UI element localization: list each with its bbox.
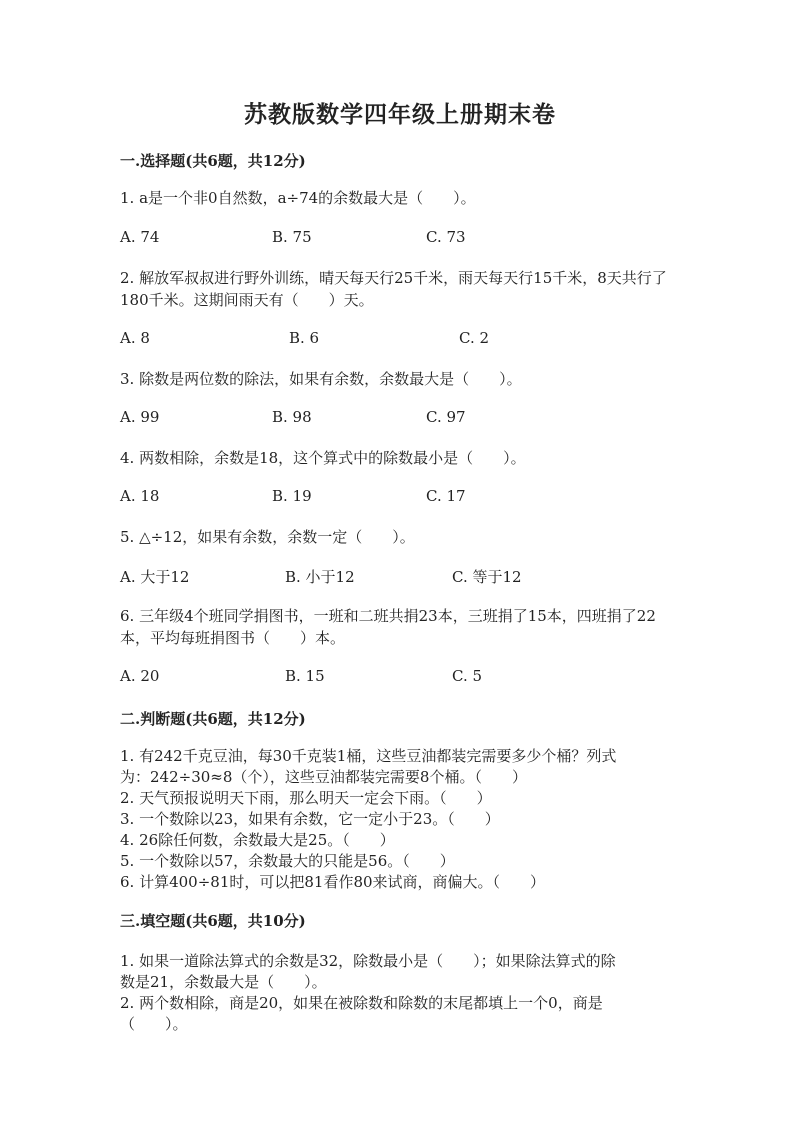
q1-option-b: B. 75: [272, 228, 312, 246]
section-heading-judge: 二.判断题(共6题，共12分): [120, 710, 306, 728]
question-6: 6. 三年级4个班同学捐图书，一班和二班共捐23本，三班捐了15本，四班捐了22本，平均每班捐图书（ ）本。: [120, 607, 656, 647]
section-heading-fill: 三.填空题(共6题，共10分): [120, 912, 306, 930]
judge-line-2: 为：242÷30≈8（个），这些豆油都装完需要8个桶。（ ）: [120, 768, 527, 786]
q5-option-b: B. 小于12: [285, 568, 355, 586]
question-2: 2. 解放军叔叔进行野外训练，晴天每天行25千米，雨天每天行15千米，8天共行了180千米。这期间雨天有（ ）天。: [120, 269, 667, 309]
q3-option-a: A. 99: [120, 408, 160, 426]
q4-option-b: B. 19: [272, 487, 312, 505]
q2-option-b: B. 6: [289, 329, 320, 347]
fill-line-1: 1. 如果一道除法算式的余数是32，除数最小是（ ）；如果除法算式的除: [120, 952, 616, 970]
q4-option-c: C. 17: [426, 487, 466, 505]
q2-option-c: C. 2: [459, 329, 490, 347]
q6-option-b: B. 15: [285, 667, 325, 685]
q4-option-a: A. 18: [120, 487, 160, 505]
q2-option-a: A. 8: [120, 329, 150, 347]
question-4: 4. 两数相除，余数是18，这个算式中的除数最小是（ ）。: [120, 449, 526, 467]
q6-option-a: A. 20: [120, 667, 160, 685]
judge-line-1: 1. 有242千克豆油，每30千克装1桶，这些豆油都装完需要多少个桶？列式: [120, 747, 617, 765]
page-title: 苏教版数学四年级上册期末卷: [244, 101, 556, 128]
fill-line-3: 2. 两个数相除，商是20，如果在被除数和除数的末尾都填上一个0，商是: [120, 994, 603, 1012]
judge-line-4: 3. 一个数除以23，如果有余数，它一定小于23。（ ）: [120, 810, 500, 828]
q3-option-c: C. 97: [426, 408, 466, 426]
question-1: 1. a是一个非0自然数，a÷74的余数最大是（ ）。: [120, 189, 476, 207]
question-5: 5. △÷12，如果有余数，余数一定（ ）。: [120, 528, 415, 546]
judge-line-6: 5. 一个数除以57，余数最大的只能是56。（ ）: [120, 852, 455, 870]
section-heading-choice: 一.选择题(共6题，共12分): [120, 152, 306, 170]
judge-line-7: 6. 计算400÷81时，可以把81看作80来试商，商偏大。（ ）: [120, 873, 546, 891]
q1-option-a: A. 74: [120, 228, 160, 246]
question-3: 3. 除数是两位数的除法，如果有余数，余数最大是（ ）。: [120, 370, 522, 388]
q5-option-c: C. 等于12: [452, 568, 522, 586]
q1-option-c: C. 73: [426, 228, 466, 246]
judge-line-5: 4. 26除任何数，余数最大是25。（ ）: [120, 831, 395, 849]
judge-line-3: 2. 天气预报说明天下雨，那么明天一定会下雨。（ ）: [120, 789, 492, 807]
fill-line-2: 数是21，余数最大是（ ）。: [120, 973, 327, 991]
q3-option-b: B. 98: [272, 408, 312, 426]
fill-line-4: （ ）。: [120, 1015, 188, 1033]
q5-option-a: A. 大于12: [120, 568, 190, 586]
q6-option-c: C. 5: [452, 667, 483, 685]
